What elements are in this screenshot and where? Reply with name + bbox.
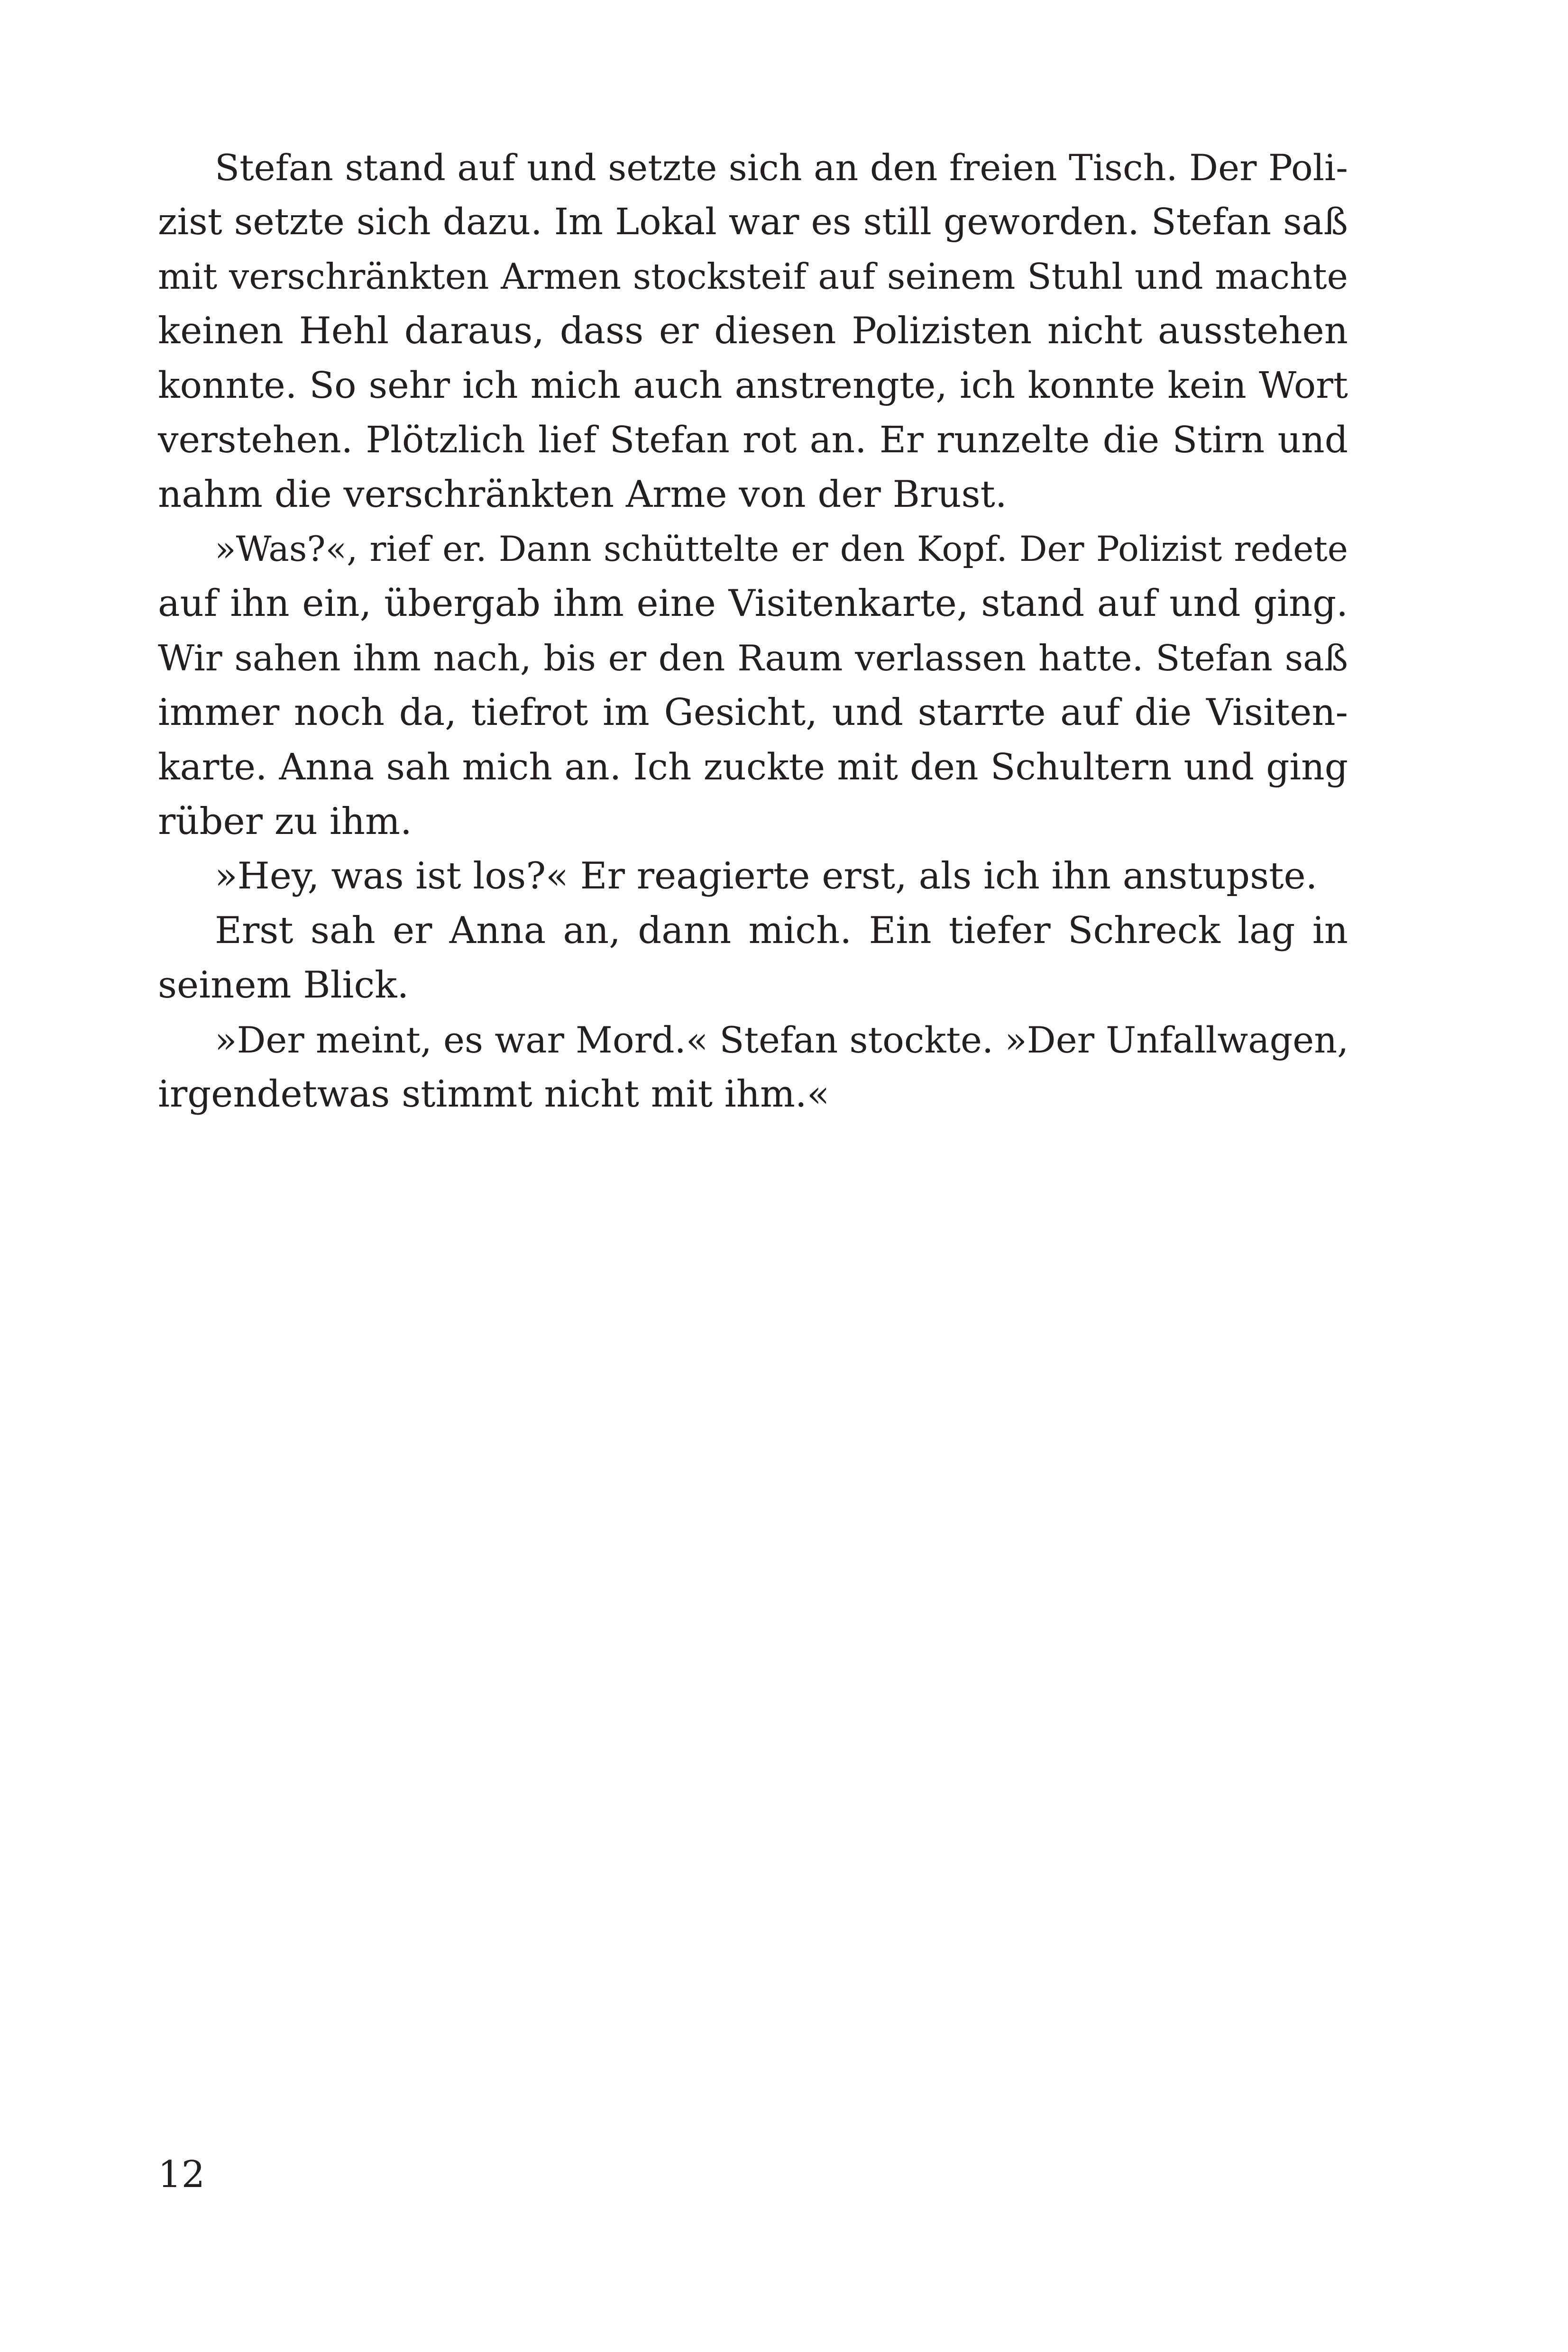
text-line: Erst sah er Anna an, dann mich. Ein tiefer Schreck lag in (215, 909, 1348, 952)
text-line: auf ihn ein, übergab ihm eine Visitenkarte, stand auf und ging. (158, 582, 1348, 625)
body-text (158, 140, 1348, 1122)
text-line: zist setzte sich dazu. Im Lokal war es still geworden. Stefan saß (158, 201, 1348, 243)
text-line: nahm die verschränkten Arme von der Brust. (158, 473, 1007, 516)
text-line: immer noch da, tiefrot im Gesicht, und starrte auf die Visiten- (158, 691, 1348, 734)
page-number: 12 (158, 2153, 205, 2196)
text-line: mit verschränkten Armen stocksteif auf seinem Stuhl und machte (158, 256, 1348, 297)
text-line: karte. Anna sah mich an. Ich zuckte mit den Schultern und ging (158, 746, 1348, 788)
text-line: irgendetwas stimmt nicht mit ihm.« (158, 1073, 830, 1116)
text-line: Stefan stand auf und setzte sich an den freien Tisch. Der Poli- (215, 146, 1348, 189)
text-line: verstehen. Plötzlich lief Stefan rot an. Er runzelte die Stirn und (158, 419, 1348, 461)
text-line: seinem Blick. (158, 964, 409, 1007)
text-line: »Der meint, es war Mord.« Stefan stockte. »Der Unfallwagen, (215, 1019, 1349, 1061)
text-line: rüber zu ihm. (158, 800, 412, 843)
text-line: »Hey, was ist los?« Er reagierte erst, als ich ihn anstupste. (215, 855, 1318, 897)
text-line: keinen Hehl daraus, dass er diesen Polizisten nicht ausstehen (158, 310, 1348, 352)
text-line: konnte. So sehr ich mich auch anstrengte, ich konnte kein Wort (158, 365, 1348, 407)
text-line: »Was?«, rief er. Dann schüttelte er den Kopf. Der Polizist redete (215, 529, 1348, 569)
text-line: Wir sahen ihm nach, bis er den Raum verlassen hatte. Stefan saß (158, 637, 1348, 679)
